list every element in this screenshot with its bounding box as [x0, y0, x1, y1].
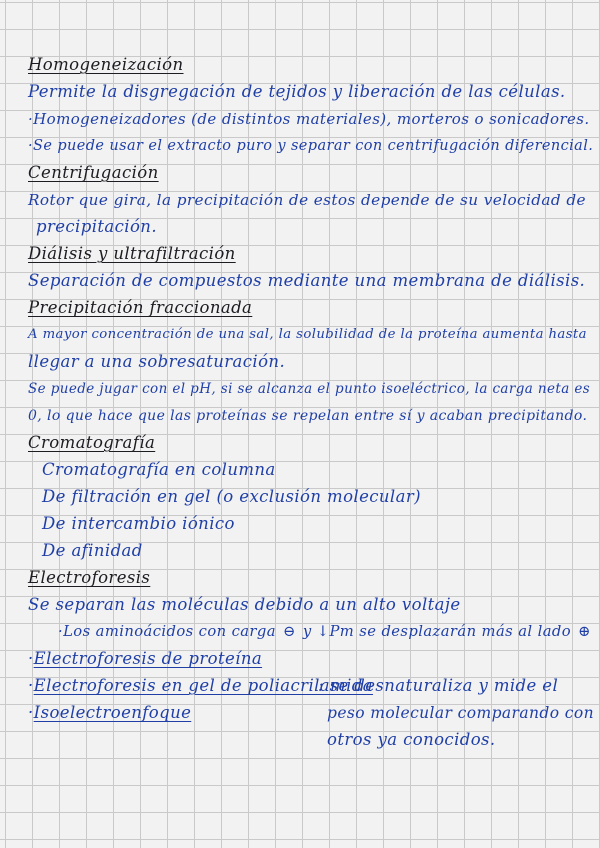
electroforesis-sub-2-label: Electroforesis en gel de poliacrilamida [33, 676, 373, 695]
electroforesis-line-2 [58, 622, 593, 642]
electroforesis-line-1: Se separan las moléculas debido a un alto voltaje [28, 595, 461, 614]
cromatografia-item: De afinidad [42, 541, 143, 560]
cromatografia-item: De intercambio iónico [42, 514, 235, 533]
electroforesis-sub-3: ·Isoelectroenfoque [28, 703, 192, 722]
electroforesis-sub-2: ·Electroforesis en gel de poliacrilamida [28, 676, 373, 695]
electroforesis-sub-1-label: Electroforesis de proteína [33, 649, 263, 668]
precipitacion-line-3: Se puede jugar con el pH, si se alcanza el punto isoeléctrico, la carga neta es [28, 381, 591, 397]
centrifugacion-line-1: Rotor que gira, la precipitación de estos depende de su velocidad de [28, 191, 586, 209]
electroforesis-sub-1: ·Electroforesis de proteína [28, 649, 263, 668]
cromatografia-item: Cromatografía en columna [42, 460, 276, 479]
negative-charge-icon: ⊖ [283, 623, 296, 640]
electroforesis-line-2-text-c: y [302, 623, 312, 640]
electroforesis-sub-2-desc-3: otros ya conocidos. [327, 730, 496, 749]
centrifugacion-line-2: precipitación. [36, 217, 157, 236]
dialisis-line-1: Separación de compuestos mediante una membrana de diálisis. [28, 271, 586, 290]
heading-centrifugacion: Centrifugación [28, 163, 159, 182]
heading-homogeneizacion: Homogeneización [28, 55, 184, 74]
cromatografia-item: De filtración en gel (o exclusión molecular) [42, 487, 421, 506]
homogeneizacion-line-2: ·Homogeneizadores (de distintos materiales), morteros o sonicadores. [28, 110, 590, 128]
electroforesis-line-2-text-d: ↓Pm se desplazarán más al lado [316, 623, 572, 640]
heading-cromatografia: Cromatografía [28, 433, 156, 452]
positive-charge-icon: ⊕ [578, 623, 591, 640]
heading-electroforesis: Electroforesis [28, 568, 151, 587]
homogeneizacion-line-1: Permite la disgregación de tejidos y liberación de las células. [28, 82, 566, 101]
electroforesis-sub-2-desc-1: : se desnaturaliza y mide el [318, 676, 559, 695]
precipitacion-line-1: A mayor concentración de una sal, la solubilidad de la proteína aumenta hasta [28, 327, 587, 342]
electroforesis-line-2-text-a: ·Los aminoácidos con carga [58, 623, 276, 640]
precipitacion-line-2: llegar a una sobresaturación. [28, 352, 286, 371]
precipitacion-line-4: 0, lo que hace que las proteínas se repelan entre sí y acaban precipitando. [28, 408, 588, 424]
homogeneizacion-line-3: ·Se puede usar el extracto puro y separar con centrifugación diferencial. [28, 138, 594, 154]
electroforesis-sub-3-label: Isoelectroenfoque [33, 703, 192, 722]
heading-precipitacion: Precipitación fraccionada [28, 298, 253, 317]
electroforesis-sub-2-desc-2: peso molecular comparando con [327, 704, 594, 722]
heading-dialisis: Diálisis y ultrafiltración [28, 244, 236, 263]
